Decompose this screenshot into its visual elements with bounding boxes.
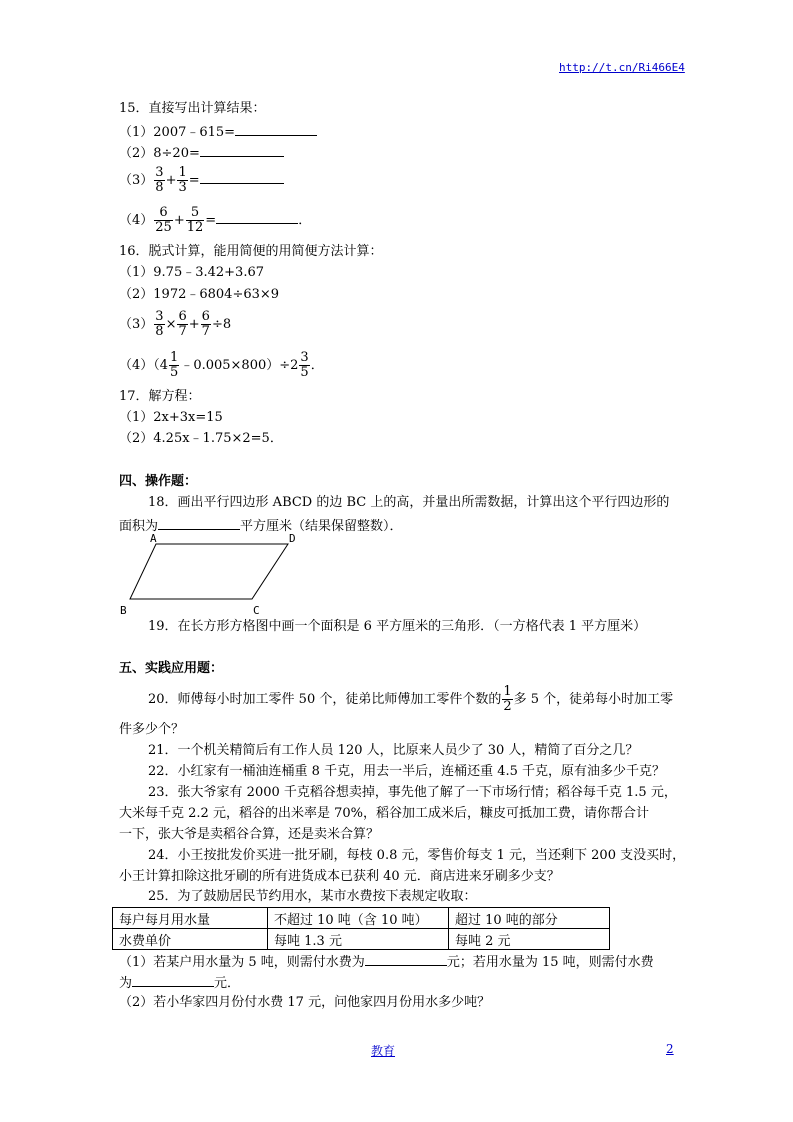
q18-line-1: 18．画出平行四边形 ABCD 的边 BC 上的高，并量出所需数据，计算出这个平行四边形的 bbox=[148, 495, 670, 510]
fraction: $\frac{1}{5}$ bbox=[170, 350, 179, 380]
q16-item-2: （2）1972﹣6804÷63×9 bbox=[119, 287, 280, 302]
vertex-a-label: A bbox=[150, 532, 157, 545]
answer-blank[interactable] bbox=[132, 973, 214, 987]
q16-title: 16．脱式计算，能用简便的用简便方法计算： bbox=[119, 244, 383, 259]
q17-title: 17．解方程： bbox=[119, 389, 201, 404]
fraction: $\frac{3}{8}$ bbox=[155, 165, 164, 195]
parallelogram-figure bbox=[112, 530, 312, 622]
q20-line-2: 件多少个？ bbox=[119, 722, 185, 737]
q23-line-1: 23．张大爷家有 2000 千克稻谷想卖掉，事先他了解了一下市场行情；稻谷每千克 1.5 元， bbox=[148, 785, 677, 800]
fraction: $\frac{6}{25}$ bbox=[155, 205, 172, 235]
vertex-b-label: B bbox=[120, 604, 127, 617]
q22-text: 22．小红家有一桶油连桶重 8 千克，用去一半后，连桶还重 4.5 千克，原有油多少千克？ bbox=[148, 764, 666, 779]
q25-title: 25．为了鼓励居民节约用水，某市水费按下表规定收取： bbox=[148, 889, 477, 904]
table-cell: 每吨 2 元 bbox=[449, 929, 610, 950]
fraction: $\frac{1}{2}$ bbox=[503, 684, 512, 714]
fraction: $\frac{1}{3}$ bbox=[178, 165, 187, 195]
answer-blank[interactable] bbox=[235, 122, 317, 136]
vertex-d-label: D bbox=[289, 532, 296, 545]
fraction: $\frac{6}{7}$ bbox=[201, 309, 210, 339]
q15-item-3: （3） $\frac{3}{8}$ + $\frac{1}{3}$ = bbox=[119, 165, 284, 197]
answer-blank[interactable] bbox=[216, 210, 298, 224]
q20-line-1: 20．师傅每小时加工零件 50 个，徒弟比师傅加工零件个数的 $\frac{1}{2}$ 多 5 个，徒弟每小时加工零 bbox=[148, 684, 674, 714]
page-number: 2 bbox=[666, 1042, 674, 1056]
fraction: $\frac{6}{7}$ bbox=[178, 309, 187, 339]
q23-line-2: 大米每千克 2.2 元，稻谷的出米率是 70%，稻谷加工成米后，糠皮可抵加工费，请你帮合计 bbox=[119, 806, 649, 821]
answer-blank[interactable] bbox=[200, 143, 284, 157]
table-cell: 超过 10 吨的部分 bbox=[449, 908, 610, 929]
fraction: $\frac{3}{8}$ bbox=[155, 309, 164, 339]
answer-blank[interactable] bbox=[365, 952, 447, 966]
fraction: $\frac{3}{5}$ bbox=[300, 350, 309, 380]
header-link[interactable]: http://t.cn/Ri466E4 bbox=[559, 61, 685, 74]
table-cell: 每户每月用水量 bbox=[113, 908, 268, 929]
q23-line-3: 一下，张大爷是卖稻谷合算，还是卖米合算？ bbox=[119, 827, 380, 842]
q18-line-2: 面积为 平方厘米（结果保留整数）． bbox=[119, 516, 403, 535]
q25-part-1-line-2: 为 元． bbox=[119, 973, 240, 992]
q25-part-1-line-1: （1）若某户用水量为 5 吨，则需付水费为 元；若用水量为 15 吨，则需付水费 bbox=[119, 952, 654, 971]
footer-link[interactable]: 教育 bbox=[371, 1044, 396, 1058]
q24-line-2: 小王计算扣除这批牙刷的所有进货成本已获利 40 元．商店进来牙刷多少支？ bbox=[119, 869, 560, 884]
table-cell: 每吨 1.3 元 bbox=[268, 929, 449, 950]
answer-blank[interactable] bbox=[200, 170, 284, 184]
q17-item-1: （1）2x+3x=15 bbox=[119, 410, 223, 425]
q17-item-2: （2）4.25x﹣1.75×2=5． bbox=[119, 431, 283, 446]
q15-item-2: （2）8÷20= bbox=[119, 143, 284, 162]
q15-title: 15．直接写出计算结果： bbox=[119, 101, 266, 116]
vertex-c-label: C bbox=[253, 604, 260, 617]
q25-part-2: （2）若小华家四月份付水费 17 元，问他家四月份用水多少吨？ bbox=[119, 995, 491, 1010]
q19-text: 19．在长方形方格图中画一个面积是 6 平方厘米的三角形．（一方格代表 1 平方厘米） bbox=[148, 619, 647, 634]
section-4-title: 四、操作题： bbox=[119, 474, 198, 489]
q21-text: 21．一个机关精简后有工作人员 120 人，比原来人员少了 30 人，精简了百分之几？ bbox=[148, 743, 639, 758]
q16-item-3: （3） $\frac{3}{8}$ × $\frac{6}{7}$ + $\frac{6}{7}$ ÷8 bbox=[119, 309, 232, 339]
q24-line-1: 24．小王按批发价买进一批牙刷，每枝 0.8 元，零售价每支 1 元，当还剩下 200 支没买时， bbox=[148, 848, 686, 863]
table-row bbox=[113, 929, 610, 950]
fraction: $\frac{5}{12}$ bbox=[186, 205, 204, 235]
q15-item-1: （1）2007﹣615= bbox=[119, 122, 317, 141]
table-cell: 水费单价 bbox=[113, 929, 268, 950]
answer-blank[interactable] bbox=[158, 516, 240, 530]
q15-item-4: （4） $\frac{6}{25}$ + $\frac{5}{12}$ = ． bbox=[119, 205, 312, 235]
section-5-title: 五、实践应用题： bbox=[119, 661, 224, 676]
water-fee-table bbox=[112, 907, 610, 950]
table-cell: 不超过 10 吨（含 10 吨） bbox=[268, 908, 449, 929]
q16-item-4: （4）（4 $\frac{1}{5}$ ﹣0.005×800）÷2 $\frac{3}{5}$ ． bbox=[119, 350, 324, 380]
parallelogram-abcd bbox=[130, 544, 288, 599]
table-row bbox=[113, 908, 610, 929]
q16-item-1: （1）9.75﹣3.42+3.67 bbox=[119, 265, 264, 280]
